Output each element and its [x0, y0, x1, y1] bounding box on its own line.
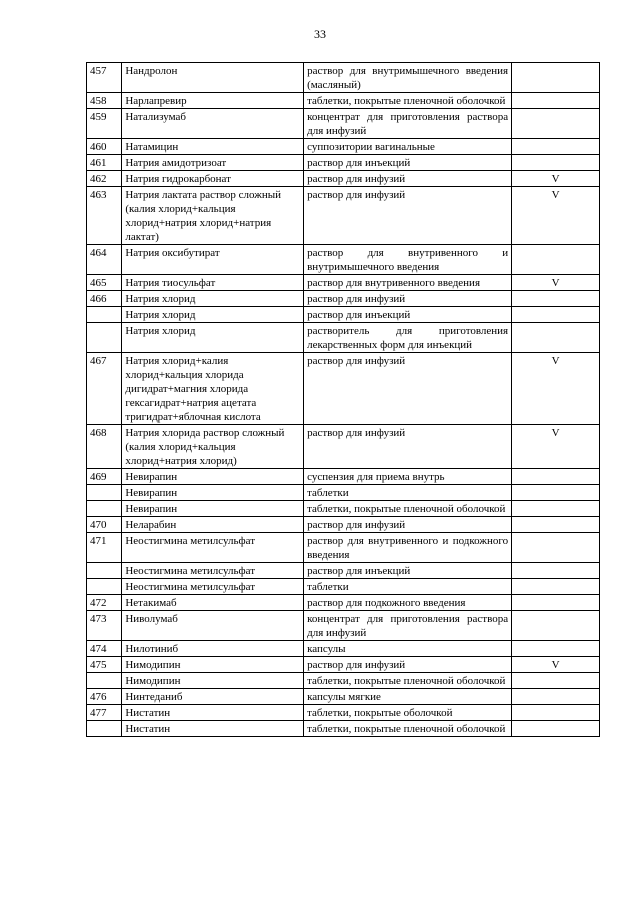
table-row: [87, 109, 600, 139]
dosage-form-cell: таблетки: [304, 579, 512, 595]
table-row: [87, 275, 600, 291]
vital-mark-cell: [512, 155, 600, 171]
row-number-cell: 469: [87, 469, 122, 485]
dosage-form-cell: капсулы мягкие: [304, 689, 512, 705]
row-number-cell: [87, 563, 122, 579]
vital-mark-cell: [512, 245, 600, 275]
row-number-cell: 461: [87, 155, 122, 171]
drug-name-cell: Неостигмина метилсульфат: [122, 533, 304, 563]
table-row: [87, 721, 600, 737]
drug-name-cell: Невирапин: [122, 501, 304, 517]
page-number: 33: [314, 27, 326, 41]
vital-mark-cell: [512, 611, 600, 641]
table-row: [87, 291, 600, 307]
drug-name-cell: Натрия тиосульфат: [122, 275, 304, 291]
vital-mark-cell: [512, 579, 600, 595]
drug-name-cell: Неостигмина метилсульфат: [122, 579, 304, 595]
dosage-form-cell: раствор для внутривенного введения: [304, 275, 512, 291]
drug-name-cell: Натрия гидрокарбонат: [122, 171, 304, 187]
drug-name-cell: Натрия хлорида раствор сложный (калия хлорид+кальция хлорид+натрия хлорид): [122, 425, 304, 469]
vital-mark-cell: [512, 673, 600, 689]
vital-mark-cell: [512, 595, 600, 611]
dosage-form-cell: таблетки, покрытые пленочной оболочкой: [304, 501, 512, 517]
drug-name-cell: Натрия хлорид: [122, 291, 304, 307]
dosage-form-cell: раствор для инфузий: [304, 353, 512, 425]
vital-mark-cell: [512, 705, 600, 721]
drug-name-cell: Нинтеданиб: [122, 689, 304, 705]
vital-mark-cell: [512, 563, 600, 579]
drug-name-cell: Натрия хлорид: [122, 307, 304, 323]
table-row: [87, 673, 600, 689]
vital-mark-cell: [512, 93, 600, 109]
drug-name-cell: Нистатин: [122, 721, 304, 737]
row-number-cell: [87, 501, 122, 517]
row-number-cell: 462: [87, 171, 122, 187]
table-row: [87, 595, 600, 611]
drug-name-cell: Невирапин: [122, 485, 304, 501]
dosage-form-cell: таблетки, покрытые оболочкой: [304, 705, 512, 721]
vital-mark-cell: [512, 533, 600, 563]
table-row: [87, 689, 600, 705]
dosage-form-cell: раствор для внутримышечного введения (масляный): [304, 63, 512, 93]
dosage-form-cell: суппозитории вагинальные: [304, 139, 512, 155]
row-number-cell: [87, 485, 122, 501]
table-row: [87, 307, 600, 323]
vital-mark-cell: V: [512, 171, 600, 187]
dosage-form-cell: раствор для инфузий: [304, 517, 512, 533]
dosage-form-cell: концентрат для приготовления раствора для инфузий: [304, 611, 512, 641]
vital-mark-cell: V: [512, 425, 600, 469]
dosage-form-cell: раствор для инфузий: [304, 657, 512, 673]
dosage-form-cell: концентрат для приготовления раствора для инфузий: [304, 109, 512, 139]
vital-mark-cell: [512, 689, 600, 705]
drug-name-cell: Натрия лактата раствор сложный (калия хлорид+кальция хлорид+натрия хлорид+натрия лактат): [122, 187, 304, 245]
dosage-form-cell: таблетки, покрытые пленочной оболочкой: [304, 721, 512, 737]
drug-name-cell: Натрия оксибутират: [122, 245, 304, 275]
table-row: [87, 187, 600, 245]
dosage-form-cell: раствор для инъекций: [304, 155, 512, 171]
drug-name-cell: Нимодипин: [122, 673, 304, 689]
table-row: [87, 533, 600, 563]
row-number-cell: 458: [87, 93, 122, 109]
vital-mark-cell: [512, 307, 600, 323]
vital-mark-cell: V: [512, 353, 600, 425]
row-number-cell: 474: [87, 641, 122, 657]
dosage-form-cell: раствор для инфузий: [304, 171, 512, 187]
table-row: [87, 563, 600, 579]
drug-name-cell: Натрия хлорид+калия хлорид+кальция хлорида дигидрат+магния хлорида гексагидрат+натрия ацетата тригидрат+яблочная кислота: [122, 353, 304, 425]
drug-name-cell: Натализумаб: [122, 109, 304, 139]
row-number-cell: 470: [87, 517, 122, 533]
table-row: [87, 139, 600, 155]
drug-name-cell: Нандролон: [122, 63, 304, 93]
table-row: [87, 579, 600, 595]
vital-mark-cell: [512, 501, 600, 517]
row-number-cell: 473: [87, 611, 122, 641]
dosage-form-cell: таблетки, покрытые пленочной оболочкой: [304, 673, 512, 689]
table-row: [87, 705, 600, 721]
row-number-cell: 460: [87, 139, 122, 155]
row-number-cell: 476: [87, 689, 122, 705]
vital-mark-cell: [512, 291, 600, 307]
drug-name-cell: Ниволумаб: [122, 611, 304, 641]
row-number-cell: [87, 721, 122, 737]
drug-list-table: [86, 62, 600, 737]
row-number-cell: [87, 307, 122, 323]
row-number-cell: [87, 323, 122, 353]
dosage-form-cell: таблетки: [304, 485, 512, 501]
table-row: [87, 63, 600, 93]
vital-mark-cell: V: [512, 187, 600, 245]
dosage-form-cell: раствор для инъекций: [304, 307, 512, 323]
vital-mark-cell: [512, 485, 600, 501]
row-number-cell: 464: [87, 245, 122, 275]
dosage-form-cell: раствор для инфузий: [304, 291, 512, 307]
row-number-cell: [87, 579, 122, 595]
table-row: [87, 171, 600, 187]
dosage-form-cell: раствор для подкожного введения: [304, 595, 512, 611]
dosage-form-cell: таблетки, покрытые пленочной оболочкой: [304, 93, 512, 109]
table-row: [87, 517, 600, 533]
row-number-cell: 475: [87, 657, 122, 673]
drug-name-cell: Нимодипин: [122, 657, 304, 673]
vital-mark-cell: [512, 517, 600, 533]
dosage-form-cell: раствор для внутривенного и подкожного введения: [304, 533, 512, 563]
vital-mark-cell: [512, 109, 600, 139]
table-row: [87, 611, 600, 641]
drug-name-cell: Нарлапревир: [122, 93, 304, 109]
vital-mark-cell: [512, 323, 600, 353]
dosage-form-cell: раствор для инфузий: [304, 425, 512, 469]
vital-mark-cell: V: [512, 657, 600, 673]
dosage-form-cell: раствор для инфузий: [304, 187, 512, 245]
drug-name-cell: Неларабин: [122, 517, 304, 533]
table-row: [87, 485, 600, 501]
row-number-cell: 468: [87, 425, 122, 469]
drug-name-cell: Натрия хлорид: [122, 323, 304, 353]
vital-mark-cell: [512, 469, 600, 485]
row-number-cell: 467: [87, 353, 122, 425]
dosage-form-cell: капсулы: [304, 641, 512, 657]
dosage-form-cell: растворитель для приготовления лекарственных форм для инъекций: [304, 323, 512, 353]
row-number-cell: 466: [87, 291, 122, 307]
dosage-form-cell: суспензия для приема внутрь: [304, 469, 512, 485]
table-row: [87, 657, 600, 673]
drug-name-cell: Нетакимаб: [122, 595, 304, 611]
row-number-cell: 457: [87, 63, 122, 93]
table-row: [87, 425, 600, 469]
drug-name-cell: Нилотиниб: [122, 641, 304, 657]
table-row: [87, 323, 600, 353]
row-number-cell: 465: [87, 275, 122, 291]
vital-mark-cell: [512, 139, 600, 155]
vital-mark-cell: [512, 721, 600, 737]
row-number-cell: [87, 673, 122, 689]
table-row: [87, 641, 600, 657]
vital-mark-cell: [512, 641, 600, 657]
row-number-cell: 459: [87, 109, 122, 139]
drug-name-cell: Натрия амидотризоат: [122, 155, 304, 171]
vital-mark-cell: [512, 63, 600, 93]
table-row: [87, 245, 600, 275]
row-number-cell: 477: [87, 705, 122, 721]
dosage-form-cell: раствор для инъекций: [304, 563, 512, 579]
table-row: [87, 155, 600, 171]
drug-name-cell: Нистатин: [122, 705, 304, 721]
table-body: [87, 63, 600, 737]
row-number-cell: 463: [87, 187, 122, 245]
row-number-cell: 472: [87, 595, 122, 611]
table-row: [87, 469, 600, 485]
table-row: [87, 353, 600, 425]
vital-mark-cell: V: [512, 275, 600, 291]
drug-name-cell: Натамицин: [122, 139, 304, 155]
drug-name-cell: Неостигмина метилсульфат: [122, 563, 304, 579]
table-row: [87, 93, 600, 109]
table-row: [87, 501, 600, 517]
dosage-form-cell: раствор для внутривенного и внутримышечного введения: [304, 245, 512, 275]
row-number-cell: 471: [87, 533, 122, 563]
drug-name-cell: Невирапин: [122, 469, 304, 485]
